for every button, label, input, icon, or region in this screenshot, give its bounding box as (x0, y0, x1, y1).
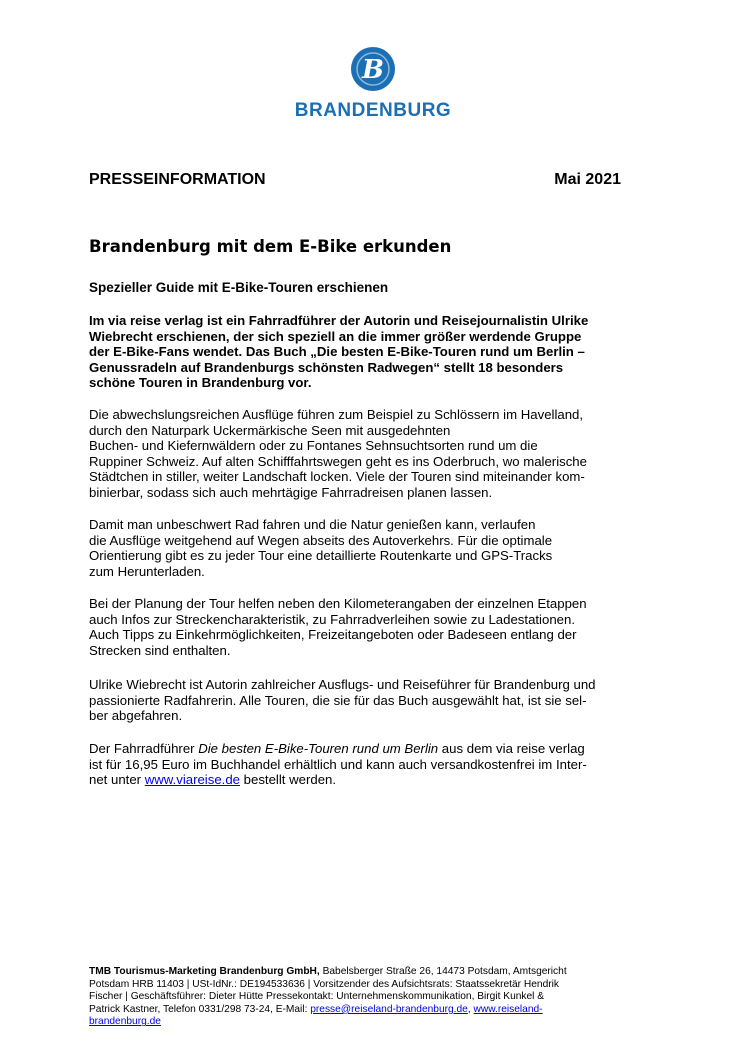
brandenburg-emblem-icon (348, 44, 398, 94)
emblem-letter: B (362, 55, 384, 85)
footer-line (89, 966, 567, 977)
website-link-part2[interactable]: brandenburg.de (89, 1016, 161, 1028)
paragraph-planning (89, 596, 629, 658)
book-title: Die besten E-Bike-Touren rund um Berlin (198, 741, 439, 756)
text-segment: aus dem via reise verlag (438, 741, 585, 756)
text-line: ist für 16,95 Euro im Buchhandel erhältlich und kann auch versandkostenfrei im Inter- (89, 756, 587, 772)
text-line: auch Infos zur Streckencharakteristik, zu Fahrradverleihen sowie zu Ladestationen. (89, 611, 575, 627)
lead-line: Wiebrecht erschienen, der sich speziell an die immer größer werdende Gruppe (89, 328, 582, 344)
paragraph-excursions (89, 407, 629, 501)
text-line: Damit man unbeschwert Rad fahren und die Natur genießen kann, verlaufen (89, 517, 536, 532)
paragraph-book-order (89, 741, 629, 788)
viareise-link[interactable]: www.viareise.de (144, 772, 240, 788)
lead-line: der E-Bike-Fans wendet. Das Buch „Die besten E-Bike-Touren rund um Berlin – (89, 344, 585, 359)
text-line: Die abwechslungsreichen Ausflüge führen zum Beispiel zu Schlössern im Havelland, (89, 407, 584, 422)
footer-line (89, 1004, 543, 1015)
text-segment: net unter (89, 772, 145, 788)
text-line: Strecken sind enthalten. (89, 642, 231, 658)
subheadline: Spezieller Guide mit E-Bike-Touren erschienen (89, 280, 389, 295)
footer-line (89, 1016, 161, 1027)
text-line: Ulrike Wiebrecht ist Autorin zahlreicher Ausflugs- und Reiseführer für Brandenburg und (89, 677, 596, 692)
website-link-part1[interactable]: www.reiseland- (473, 1003, 543, 1015)
brandenburg-logo (0, 44, 746, 122)
text-line: Orientierung gibt es zu jeder Tour eine detaillierte Routenkarte und GPS-Tracks (89, 548, 553, 564)
press-email-link[interactable]: presse@reiseland-brandenburg.de (310, 1003, 468, 1015)
footer-text: Babelsberger Straße 26, 14473 Potsdam, Amtsgericht (319, 966, 567, 977)
text-segment: Der Fahrradführer (89, 741, 199, 756)
lead-line: Genussradeln auf Brandenburgs schönsten Radwegen“ stellt 18 besonders (89, 359, 564, 375)
text-line: passionierte Radfahrerin. Alle Touren, die sie für das Buch ausgewählt hat, ist sie sel- (89, 692, 587, 708)
headline: Brandenburg mit dem E-Bike erkunden (89, 237, 452, 256)
text-line: durch den Naturpark Uckermärkische Seen mit ausgedehnten (89, 422, 451, 438)
text-line: binierbar, sodass sich auch mehrtägige Fahrradreisen planen lassen. (89, 484, 493, 500)
press-label: PRESSEINFORMATION (89, 171, 266, 188)
text-line: Ruppiner Schweiz. Auf alten Schifffahrtswegen geht es ins Oderbruch, wo malerische (89, 453, 587, 469)
text-line: Städtchen in stiller, weiter Landschaft locken. Viele der Touren sind miteinander kom- (89, 469, 585, 485)
text-line: zum Herunterladen. (89, 563, 205, 579)
text-segment: bestellt werden. (240, 772, 337, 788)
footer-line: Fischer | Geschäftsführer: Dieter Hütte Pressekontakt: Unternehmenskommunikation, Birgit Kunkel & (89, 991, 545, 1003)
lead-paragraph (89, 313, 629, 391)
press-date: Mai 2021 (554, 171, 621, 188)
footer-imprint (89, 966, 629, 1029)
logo-wordmark: BRANDENBURG (294, 100, 452, 121)
text-line: Buchen- und Kiefernwäldern oder zu Fontanes Sehnsuchtsorten rund um die (89, 438, 538, 454)
text-line: die Ausflüge weitgehend auf Wegen abseits des Autoverkehrs. Für die optimale (89, 532, 553, 548)
footer-line: Potsdam HRB 11403 | USt-IdNr.: DE194533636 | Vorsitzender des Aufsichtsrats: Staatssekretär Hendrik (89, 978, 559, 990)
footer-company: TMB Tourismus-Marketing Brandenburg GmbH, (89, 966, 320, 977)
text-line: Bei der Planung der Tour helfen neben den Kilometerangaben der einzelnen Etappen (89, 596, 587, 611)
text-line: ber abgefahren. (89, 708, 183, 724)
text-line: Auch Tipps zu Einkehrmöglichkeiten, Freizeitangeboten oder Badeseen entlang der (89, 627, 577, 643)
paragraph-author (89, 677, 629, 724)
lead-line: Im via reise verlag ist ein Fahrradführer der Autorin und Reisejournalistin Ulrike (89, 313, 589, 328)
footer-text: , (467, 1003, 474, 1015)
lead-line: schöne Touren in Brandenburg vor. (89, 375, 312, 390)
text-line (89, 772, 336, 787)
footer-text: Patrick Kastner, Telefon 0331/298 73-24, E-Mail: (89, 1003, 311, 1015)
text-line (89, 741, 585, 756)
press-header (89, 171, 621, 189)
paragraph-routes (89, 517, 629, 579)
